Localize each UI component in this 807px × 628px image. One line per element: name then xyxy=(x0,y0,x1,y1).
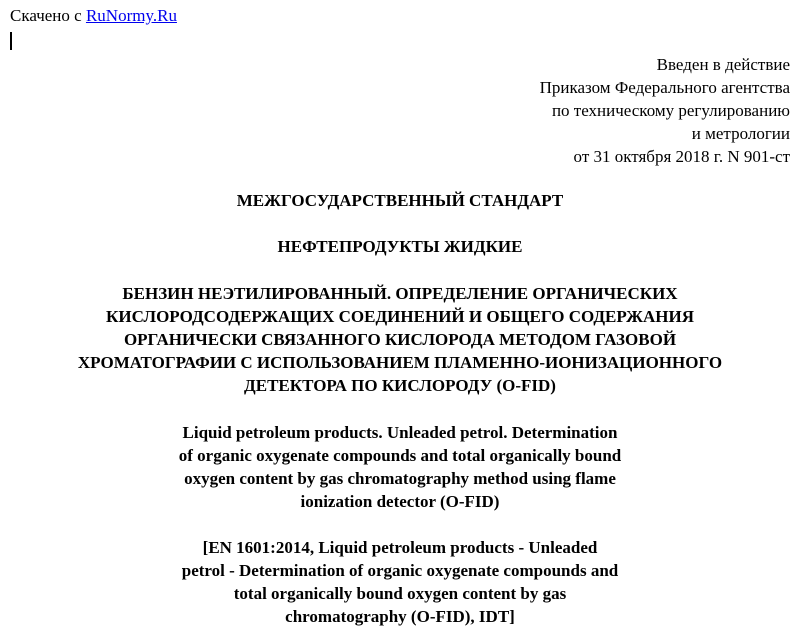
title-line: oxygen content by gas chromatography method using flame xyxy=(184,469,616,488)
enactment-line: Приказом Федерального агентства xyxy=(539,78,790,97)
heading-line: МЕЖГОСУДАРСТВЕННЫЙ СТАНДАРТ xyxy=(236,191,564,210)
reference-line: [EN 1601:2014, Liquid petroleum products - Unleaded xyxy=(202,538,598,557)
enactment-line: по техническому регулированию xyxy=(551,101,790,120)
enactment-line: и метрологии xyxy=(691,124,790,143)
reference-line: total organically bound oxygen content by gas xyxy=(233,584,567,603)
title-line: БЕНЗИН НЕЭТИЛИРОВАННЫЙ. ОПРЕДЕЛЕНИЕ ОРГАНИЧЕСКИХ xyxy=(122,284,678,303)
source-line xyxy=(10,6,177,26)
title-line: ОРГАНИЧЕСКИ СВЯЗАННОГО КИСЛОРОДА МЕТОДОМ ГАЗОВОЙ xyxy=(123,330,677,349)
standard-title-russian xyxy=(0,282,800,397)
title-line: ionization detector (O-FID) xyxy=(300,492,500,511)
text-cursor xyxy=(10,32,12,50)
enactment-note xyxy=(540,53,790,168)
enactment-line: Введен в действие xyxy=(656,55,790,74)
title-line: ХРОМАТОГРАФИИ С ИСПОЛЬЗОВАНИЕМ ПЛАМЕННО-ИОНИЗАЦИОННОГО xyxy=(77,353,723,372)
title-line: КИСЛОРОДСОДЕРЖАЩИХ СОЕДИНЕНИЙ И ОБЩЕГО СОДЕРЖАНИЯ xyxy=(106,307,694,326)
title-line: ДЕТЕКТОРА ПО КИСЛОРОДУ (O-FID) xyxy=(244,376,556,395)
reference-line: petrol - Determination of organic oxygenate compounds and xyxy=(181,561,619,580)
interstate-standard-heading xyxy=(0,189,800,212)
source-link[interactable]: RuNormy.Ru xyxy=(85,6,177,25)
reference-line: chromatography (O-FID), IDT] xyxy=(285,607,515,626)
heading-line: НЕФТЕПРОДУКТЫ ЖИДКИЕ xyxy=(277,237,523,256)
source-prefix: Скачено с xyxy=(10,6,86,25)
title-line: Liquid petroleum products. Unleaded petrol. Determination xyxy=(182,423,618,442)
product-group-heading xyxy=(0,235,800,258)
en-standard-reference xyxy=(0,536,800,628)
enactment-line: от 31 октября 2018 г. N 901-ст xyxy=(573,147,790,166)
title-line: of organic oxygenate compounds and total organically bound xyxy=(178,446,622,465)
standard-title-english xyxy=(0,421,800,513)
